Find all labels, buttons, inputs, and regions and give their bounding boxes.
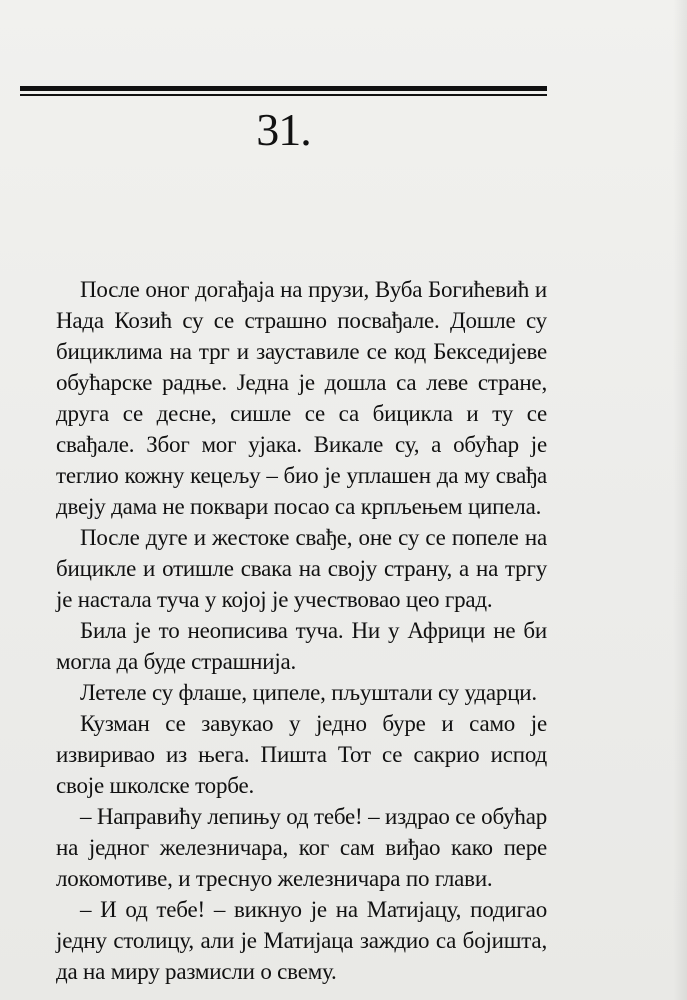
header-rule-thin	[20, 94, 547, 96]
paragraph: – Направићу лепињу од тебе! – издрао се обућар на једног железничара, ког сам виђао како пере локомотиве, и треснуо железничара по глави.	[56, 804, 547, 891]
paragraph: – И од тебе! – викнуо је на Матијацу, подигао једну столицу, али је Матијаца заждио са бојишта, да на миру размисли о свему.	[56, 897, 547, 984]
page-edge-shadow	[673, 0, 687, 1000]
chapter-body	[56, 274, 547, 987]
paragraph: Кузман се завукао у једно буре и само је извиривао из њега. Пишта Тот се сакрио испод своје школске торбе.	[56, 711, 547, 798]
paragraph: Била је то неописива туча. Ни у Африци не би могла да буде страшнија.	[56, 618, 547, 674]
chapter-number: 31.	[256, 104, 311, 155]
paragraph: Летеле су флаше, ципеле, пљуштали су ударци.	[80, 680, 537, 705]
paragraph: После оног догађаја на прузи, Вуба Богићевић и Нада Козић су се страшно посвађале. Дошле су бициклима на трг и зауставиле се код Бекседијеве обућарске радње. Једна је дошла са леве стране, друга се десне, сишле се са бицикла и ту се свађале. Због мог ујака. Викале су, а обућар је теглио кожну кецељу – био је уплашен да му свађа двеју дама не поквари посао са крпљењем ципела.	[56, 277, 547, 519]
paragraph: После дуге и жестоке свађе, оне су се попеле на бицикле и отишле свака на своју страну, а на тргу је настала туча у којој је учествовао цео град.	[56, 525, 547, 612]
header-rule-thick	[20, 86, 547, 91]
